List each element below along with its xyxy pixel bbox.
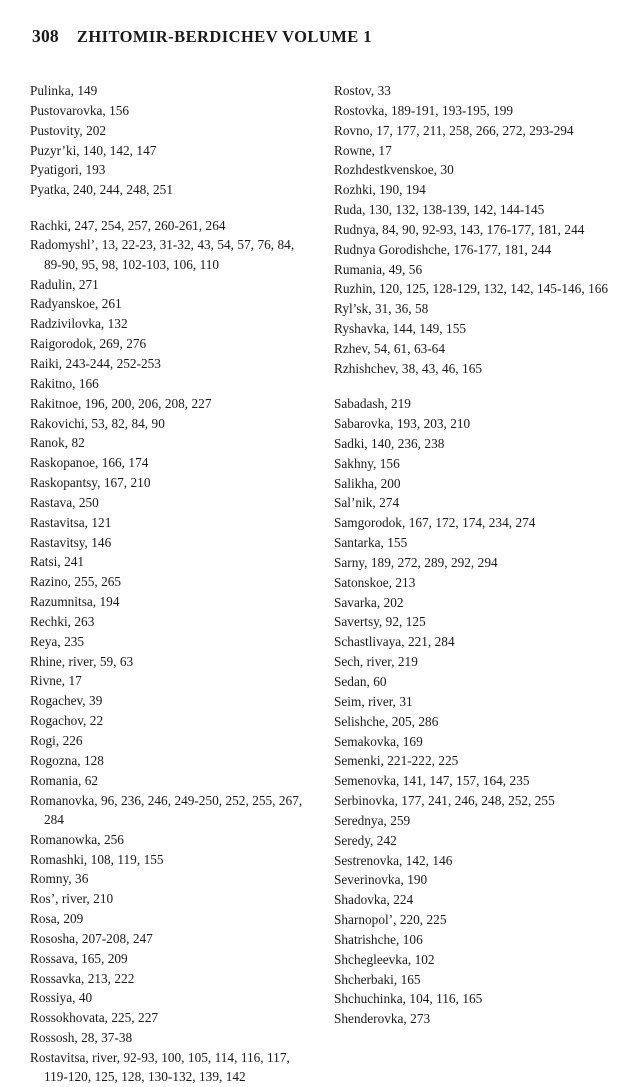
index-entry: Rastavitsy, 146 xyxy=(30,534,112,550)
index-entry: Sakhny, 156 xyxy=(334,455,400,471)
index-entry: Rostavitsa, river, 92-93, 100, 105, 114, 116, 117, 119-120, 125, 128, 130-132, 139, 142 xyxy=(30,1050,290,1085)
index-entry: Santarka, 155 xyxy=(334,535,408,551)
index-entry: Rakitno, 166 xyxy=(30,375,99,391)
index-entry: Rogi, 226 xyxy=(30,733,83,748)
index-entry: Sabadash, 219 xyxy=(334,396,411,412)
index-entry: Rossokhovata, 225, 227 xyxy=(30,1010,158,1026)
index-entry: Shenderovka, 273 xyxy=(334,1011,431,1027)
index-entry: Rostov, 33 xyxy=(334,83,391,98)
index-entry: Salikha, 200 xyxy=(334,475,401,491)
index-entry: Raskopantsy, 167, 210 xyxy=(30,475,151,491)
index-entry: Shatrishche, 106 xyxy=(334,931,423,947)
index-entry: Raiki, 243-244, 252-253 xyxy=(30,355,161,371)
index-entry: Serbinovka, 177, 241, 246, 248, 252, 255 xyxy=(334,793,555,809)
index-entry: Ratsi, 241 xyxy=(30,554,85,570)
index-entry: Rogachev, 39 xyxy=(30,693,103,709)
index-entry: Rozhdestkvenskoe, 30 xyxy=(334,162,454,178)
index-entry: Samgorodok, 167, 172, 174, 234, 274 xyxy=(334,515,536,531)
index-entry: Ryl’sk, 31, 36, 58 xyxy=(334,301,429,317)
index-columns xyxy=(30,81,609,1087)
index-entry: Rastava, 250 xyxy=(30,494,99,510)
index-entry: Rzhishchev, 38, 43, 46, 165 xyxy=(334,360,483,376)
index-entry: Ryshavka, 144, 149, 155 xyxy=(334,321,466,337)
index-entry: Raskopanoe, 166, 174 xyxy=(30,455,149,471)
index-entry: Semenki, 221-222, 225 xyxy=(334,753,459,769)
index-entry: Rastavitsa, 121 xyxy=(30,514,112,530)
index-entry: Rudnya, 84, 90, 92-93, 143, 176-177, 181, 244 xyxy=(334,221,585,237)
index-entry: Rowne, 17 xyxy=(334,142,392,158)
index-entry: Rakitnoe, 196, 200, 206, 208, 227 xyxy=(30,395,212,411)
index-entry: Rechki, 263 xyxy=(30,613,95,629)
index-entry: Seim, river, 31 xyxy=(334,693,413,709)
index-entry: Sal’nik, 274 xyxy=(334,495,400,511)
index-entry: Pyatka, 240, 244, 248, 251 xyxy=(30,182,173,198)
index-entry: Ruda, 130, 132, 138-139, 142, 144-145 xyxy=(334,202,545,218)
index-entry: Romanovka, 96, 236, 246, 249-250, 252, 255, 267, 284 xyxy=(30,792,303,827)
index-entry: Puzyr’ki, 140, 142, 147 xyxy=(30,142,157,158)
index-entry: Shchuchinka, 104, 116, 165 xyxy=(334,991,483,1007)
index-entry: Rhine, river, 59, 63 xyxy=(30,653,134,669)
right-column xyxy=(334,81,614,1029)
running-head: ZHITOMIR-BERDICHEV VOLUME 1 xyxy=(76,27,372,46)
index-entry: Sech, river, 219 xyxy=(334,654,418,670)
index-entry: Rossavka, 213, 222 xyxy=(30,970,135,986)
index-entry: Radzivilovka, 132 xyxy=(30,316,128,332)
index-entry: Selishche, 205, 286 xyxy=(334,713,439,729)
index-entry: Rivne, 17 xyxy=(30,673,82,689)
index-entry: Rzhev, 54, 61, 63-64 xyxy=(334,340,445,356)
index-entry: Reya, 235 xyxy=(30,633,85,649)
index-entry: Pulinka, 149 xyxy=(30,83,98,98)
index-entry: Satonskoe, 213 xyxy=(334,574,416,590)
index-entry: Ranok, 82 xyxy=(30,435,85,451)
index-entry: Romashki, 108, 119, 155 xyxy=(30,851,164,867)
index-entry: Sedan, 60 xyxy=(334,673,387,689)
index-entry: Shadovka, 224 xyxy=(334,892,414,908)
index-entry: Sabarovka, 193, 203, 210 xyxy=(334,416,471,431)
index-entry: Romanowka, 256 xyxy=(30,831,124,847)
index-entry: Rumania, 49, 56 xyxy=(334,261,423,277)
index-entry: Shcherbaki, 165 xyxy=(334,971,421,987)
index-entry: Radomyshl’, 13, 22-23, 31-32, 43, 54, 57, 76, 84, 89-90, 95, 98, 102-103, 106, 110 xyxy=(30,237,295,272)
left-column xyxy=(30,81,310,1087)
index-entry: Rachki, 247, 254, 257, 260-261, 264 xyxy=(30,217,226,233)
index-entry: Pustovarovka, 156 xyxy=(30,102,130,118)
index-entry: Sadki, 140, 236, 238 xyxy=(334,435,445,451)
index-entry: Seredy, 242 xyxy=(334,832,397,848)
index-entry: Serednya, 259 xyxy=(334,812,411,828)
index-entry: Radyanskoe, 261 xyxy=(30,296,122,312)
index-entry: Rossiya, 40 xyxy=(30,990,93,1006)
index-entry: Semakovka, 169 xyxy=(334,733,423,749)
index-entry: Ruzhin, 120, 125, 128-129, 132, 142, 145-146, 166 xyxy=(334,281,609,297)
index-entry: Ros’, river, 210 xyxy=(30,891,114,907)
index-entry: Pustovity, 202 xyxy=(30,122,107,138)
index-entry: Rogozna, 128 xyxy=(30,752,104,768)
index-entry: Radulin, 271 xyxy=(30,276,99,292)
index-entry: Rogachov, 22 xyxy=(30,713,104,729)
index-entry: Rososha, 207-208, 247 xyxy=(30,930,153,946)
index-entry: Sharnopol’, 220, 225 xyxy=(334,912,447,928)
index-entry: Rossava, 165, 209 xyxy=(30,950,128,966)
index-entry: Razino, 255, 265 xyxy=(30,574,122,590)
index-entry: Romania, 62 xyxy=(30,772,99,788)
index-entry: Savarka, 202 xyxy=(334,594,404,610)
index-entry: Semenovka, 141, 147, 157, 164, 235 xyxy=(334,773,530,789)
index-entry: Rossosh, 28, 37-38 xyxy=(30,1030,133,1046)
index-entry: Romny, 36 xyxy=(30,871,89,887)
index-entry: Pyatigori, 193 xyxy=(30,162,106,178)
index-entry: Rozhki, 190, 194 xyxy=(334,182,426,198)
index-entry: Sestrenovka, 142, 146 xyxy=(334,852,453,868)
index-entry: Rakovichi, 53, 82, 84, 90 xyxy=(30,415,165,431)
page-header xyxy=(32,26,594,47)
index-entry: Rovno, 17, 177, 211, 258, 266, 272, 293-294 xyxy=(334,122,574,138)
index-entry: Rostovka, 189-191, 193-195, 199 xyxy=(334,102,514,118)
index-entry: Raigorodok, 269, 276 xyxy=(30,336,147,352)
index-entry: Sarny, 189, 272, 289, 292, 294 xyxy=(334,554,498,570)
index-entry: Razumnitsa, 194 xyxy=(30,594,120,610)
page-number: 308 xyxy=(32,26,59,46)
index-entry: Severinovka, 190 xyxy=(334,872,428,888)
index-entry: Rosa, 209 xyxy=(30,911,84,927)
index-entry: Savertsy, 92, 125 xyxy=(334,614,426,630)
index-entry: Schastlivaya, 221, 284 xyxy=(334,634,455,650)
index-entry: Shchegleevka, 102 xyxy=(334,951,435,967)
index-entry: Rudnya Gorodishche, 176-177, 181, 244 xyxy=(334,241,552,257)
